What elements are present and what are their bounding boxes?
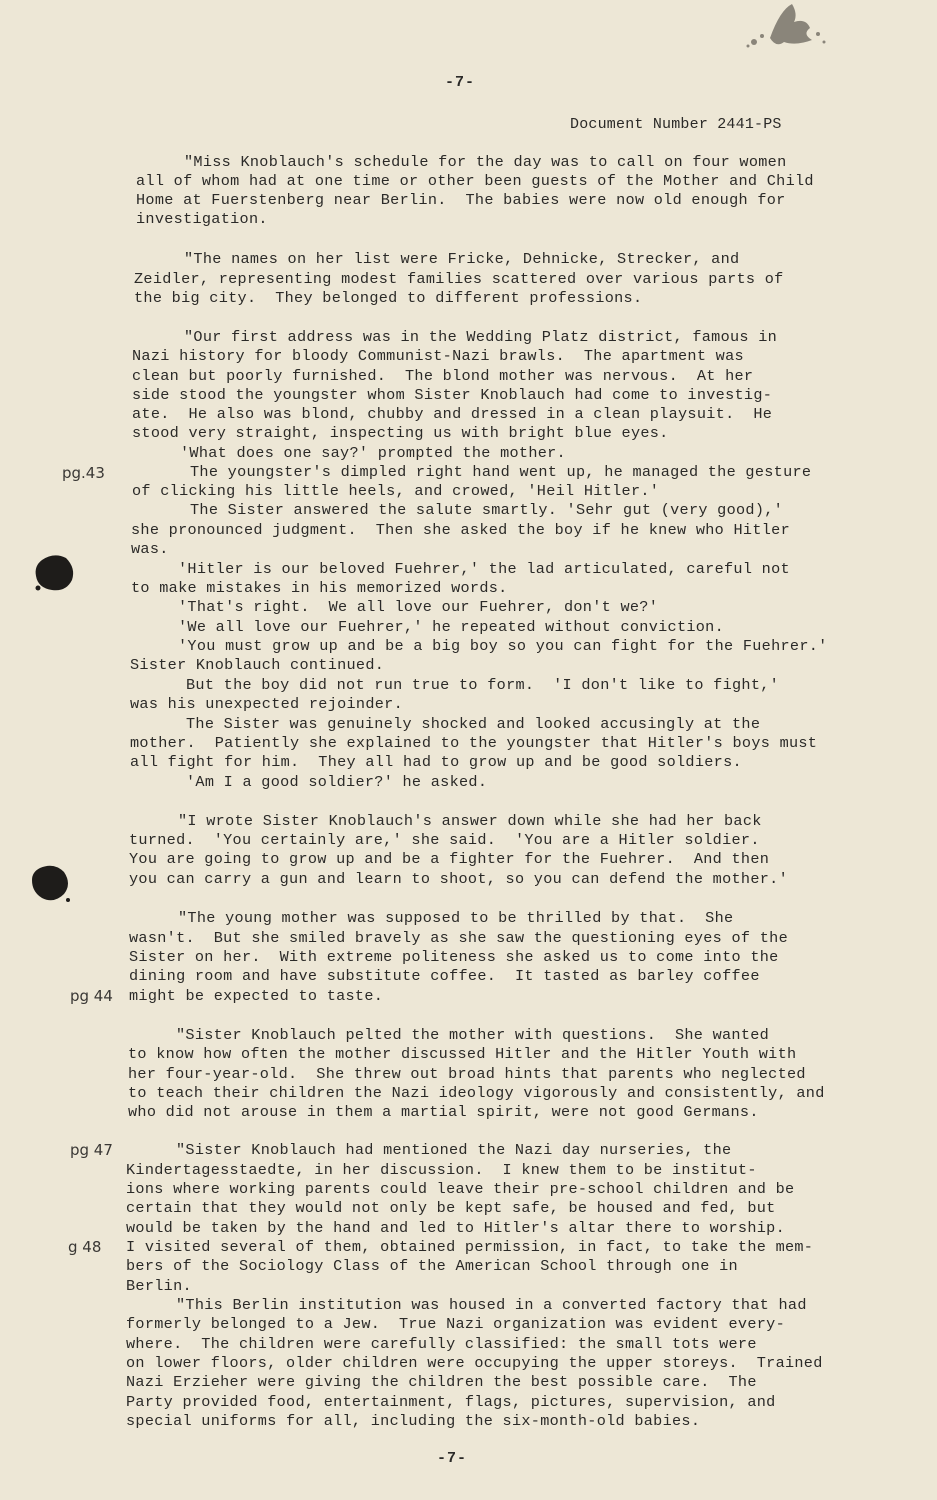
text-line: certain that they would not only be kept safe, be housed and fed, but bbox=[126, 1199, 776, 1217]
text-line: all of whom had at one time or other been guests of the Mother and Child bbox=[136, 172, 814, 190]
text-line: formerly belonged to a Jew. True Nazi organization was evident every- bbox=[126, 1315, 785, 1333]
text-line: dining room and have substitute coffee. It tasted as barley coffee bbox=[129, 967, 760, 985]
text-line: The Sister answered the salute smartly. 'Sehr gut (very good),' bbox=[190, 501, 784, 519]
text-line: to make mistakes in his memorized words. bbox=[131, 579, 508, 597]
text-line: to know how often the mother discussed Hitler and the Hitler Youth with bbox=[128, 1045, 797, 1063]
text-line: "Miss Knoblauch's schedule for the day was to call on four women bbox=[184, 153, 787, 171]
ink-blot bbox=[28, 862, 72, 904]
margin-note: pg 47 bbox=[70, 1141, 113, 1159]
text-line: "The names on her list were Fricke, Dehnicke, Strecker, and bbox=[184, 250, 740, 268]
text-line: "I wrote Sister Knoblauch's answer down while she had her back bbox=[178, 812, 762, 830]
text-line: to teach their children the Nazi ideology vigorously and consistently, and bbox=[128, 1084, 825, 1102]
text-line: you can carry a gun and learn to shoot, so you can defend the mother.' bbox=[129, 870, 788, 888]
text-line: Zeidler, representing modest families scattered over various parts of bbox=[134, 270, 784, 288]
page-number-top: -7- bbox=[445, 74, 476, 91]
text-line: "This Berlin institution was housed in a converted factory that had bbox=[176, 1296, 807, 1314]
document-number: Document Number 2441-PS bbox=[570, 116, 782, 133]
text-line: turned. 'You certainly are,' she said. 'You are a Hitler soldier. bbox=[129, 831, 760, 849]
text-line: Nazi history for bloody Communist-Nazi brawls. The apartment was bbox=[132, 347, 744, 365]
text-line: "Our first address was in the Wedding Platz district, famous in bbox=[184, 328, 778, 346]
text-line: 'You must grow up and be a big boy so you can fight for the Fuehrer.' bbox=[178, 637, 828, 655]
text-line: she pronounced judgment. Then she asked the boy if he knew who Hitler bbox=[131, 521, 790, 539]
text-line: mother. Patiently she explained to the youngster that Hitler's boys must bbox=[130, 734, 818, 752]
text-line: clean but poorly furnished. The blond mother was nervous. At her bbox=[132, 367, 754, 385]
text-line: "Sister Knoblauch pelted the mother with questions. She wanted bbox=[176, 1026, 770, 1044]
text-line: her four-year-old. She threw out broad hints that parents who neglected bbox=[128, 1065, 806, 1083]
text-line: was his unexpected rejoinder. bbox=[130, 695, 404, 713]
text-line: Kindertagesstaedte, in her discussion. I knew them to be institut- bbox=[126, 1161, 757, 1179]
margin-note: pg.43 bbox=[62, 464, 105, 482]
text-line: stood very straight, inspecting us with bright blue eyes. bbox=[132, 424, 669, 442]
text-line: of clicking his little heels, and crowed, 'Heil Hitler.' bbox=[132, 482, 660, 500]
text-line: The Sister was genuinely shocked and looked accusingly at the bbox=[186, 715, 761, 733]
text-line: where. The children were carefully classified: the small tots were bbox=[126, 1335, 757, 1353]
text-line: But the boy did not run true to form. 'I don't like to fight,' bbox=[186, 676, 780, 694]
text-line: Sister on her. With extreme politeness she asked us to come into the bbox=[129, 948, 779, 966]
text-line: 'That's right. We all love our Fuehrer, don't we?' bbox=[178, 598, 659, 616]
text-line: the big city. They belonged to different professions. bbox=[134, 289, 643, 307]
text-line: would be taken by the hand and led to Hitler's altar there to worship. bbox=[126, 1219, 785, 1237]
text-line: Party provided food, entertainment, flags, pictures, supervision, and bbox=[126, 1393, 776, 1411]
text-line: ate. He also was blond, chubby and dressed in a clean playsuit. He bbox=[132, 405, 773, 423]
text-line: Home at Fuerstenberg near Berlin. The babies were now old enough for bbox=[136, 191, 786, 209]
text-line: 'We all love our Fuehrer,' he repeated without conviction. bbox=[178, 618, 725, 636]
text-line: Berlin. bbox=[126, 1277, 192, 1295]
text-line: wasn't. But she smiled bravely as she saw the questioning eyes of the bbox=[129, 929, 788, 947]
text-line: Sister Knoblauch continued. bbox=[130, 656, 385, 674]
text-line: You are going to grow up and be a fighter for the Fuehrer. And then bbox=[129, 850, 770, 868]
ink-blot bbox=[32, 552, 76, 594]
text-line: special uniforms for all, including the six-month-old babies. bbox=[126, 1412, 701, 1430]
text-line: 'Hitler is our beloved Fuehrer,' the lad articulated, careful not bbox=[178, 560, 790, 578]
text-line: "Sister Knoblauch had mentioned the Nazi day nurseries, the bbox=[176, 1141, 732, 1159]
text-line: 'Am I a good soldier?' he asked. bbox=[186, 773, 488, 791]
text-line: was. bbox=[131, 540, 169, 558]
text-line: "The young mother was supposed to be thrilled by that. She bbox=[178, 909, 734, 927]
text-line: side stood the youngster whom Sister Knoblauch had come to investig- bbox=[132, 386, 773, 404]
text-line: might be expected to taste. bbox=[129, 987, 384, 1005]
margin-note: g 48 bbox=[68, 1238, 102, 1256]
margin-note: pg 44 bbox=[70, 987, 113, 1005]
text-line: bers of the Sociology Class of the American School through one in bbox=[126, 1257, 738, 1275]
text-line: ions where working parents could leave their pre-school children and be bbox=[126, 1180, 795, 1198]
text-line: investigation. bbox=[136, 210, 268, 228]
text-line: who did not arouse in them a martial spirit, were not good Germans. bbox=[128, 1103, 759, 1121]
text-line: I visited several of them, obtained permission, in fact, to take the mem- bbox=[126, 1238, 814, 1256]
text-line: 'What does one say?' prompted the mother. bbox=[180, 444, 566, 462]
page-number-bottom: -7- bbox=[437, 1450, 468, 1467]
text-line: The youngster's dimpled right hand went up, he managed the gesture bbox=[190, 463, 812, 481]
ink-stain-decoration bbox=[740, 0, 830, 50]
text-line: on lower floors, older children were occupying the upper storeys. Trained bbox=[126, 1354, 823, 1372]
text-line: Nazi Erzieher were giving the children the best possible care. The bbox=[126, 1373, 757, 1391]
text-line: all fight for him. They all had to grow up and be good soldiers. bbox=[130, 753, 742, 771]
